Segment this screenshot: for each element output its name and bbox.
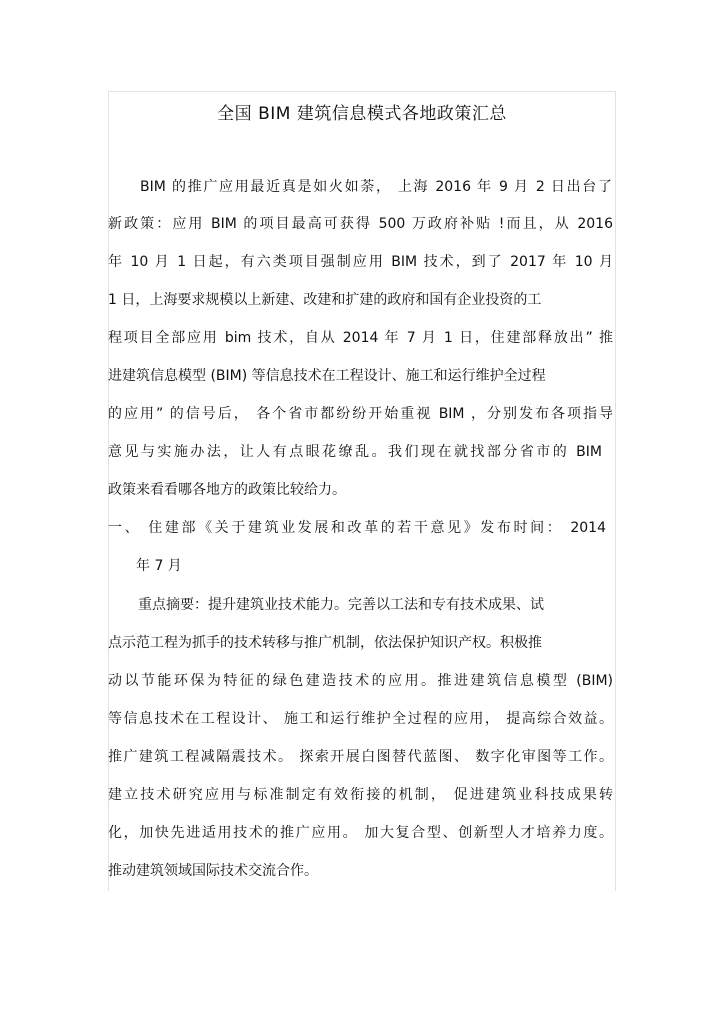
section-1-line-2: 点示范工程为抓手的技术转移与推广机制，依法保护知识产权。积极推 (108, 635, 542, 651)
section-1-date: 年 7 月 (136, 558, 182, 574)
intro-line-4: 1 日，上海要求规模以上新建、改建和扩建的政府和国有企业投资的工 (108, 292, 542, 308)
page-border-right (615, 91, 616, 891)
intro-line-9: 政策来看看哪各地方的政策比较给力。 (108, 482, 346, 498)
intro-line-2: 新政策：应用 BIM 的项目最高可获得 500 万政府补贴 !而且，从 2016 (108, 216, 613, 232)
intro-line-1: BIM 的推广应用最近真是如火如荼， 上海 2016 年 9 月 2 日出台了 (140, 179, 612, 195)
section-1-line-1: 重点摘要：提升建筑业技术能力。完善以工法和专有技术成果、试 (138, 597, 544, 613)
intro-line-5: 程项目全部应用 bim 技术，自从 2014 年 7 月 1 日，住建部释放出” 推 (108, 330, 613, 346)
document-title: 全国 BIM 建筑信息模式各地政策汇总 (217, 104, 507, 124)
section-1-line-6: 建立技术研究应用与标准制定有效衔接的机制， 促进建筑业科技成果转 (108, 787, 613, 803)
intro-line-8: 意见与实施办法，让人有点眼花缭乱。我们现在就找部分省市的 BIM (108, 444, 602, 460)
page-border-top (108, 91, 616, 92)
section-1-line-7: 化，加快先进适用技术的推广应用。 加大复合型、创新型人才培养力度。 (108, 825, 613, 841)
section-1-line-4: 等信息技术在工程设计、 施工和运行维护全过程的应用， 提高综合效益。 (108, 711, 613, 727)
section-1-heading: 一、 住建部《关于建筑业发展和改革的若干意见》发布时间： 2014 (108, 520, 606, 536)
intro-line-3: 年 10 月 1 日起，有六类项目强制应用 BIM 技术，到了 2017 年 10 月 (108, 254, 613, 270)
section-1-line-8: 推动建筑领域国际技术交流合作。 (108, 863, 318, 879)
section-1-line-3: 动以节能环保为特征的绿色建造技术的应用。推进建筑信息模型 (BIM) (108, 673, 613, 689)
intro-line-6: 进建筑信息模型 (BIM) 等信息技术在工程设计、施工和运行维护全过程 (108, 368, 546, 384)
section-1-line-5: 推广建筑工程减隔震技术。 探索开展白图替代蓝图、 数字化审图等工作。 (108, 749, 613, 765)
intro-line-7: 的应用” 的信号后， 各个省市都纷纷开始重视 BIM ，分别发布各项指导 (108, 406, 613, 422)
